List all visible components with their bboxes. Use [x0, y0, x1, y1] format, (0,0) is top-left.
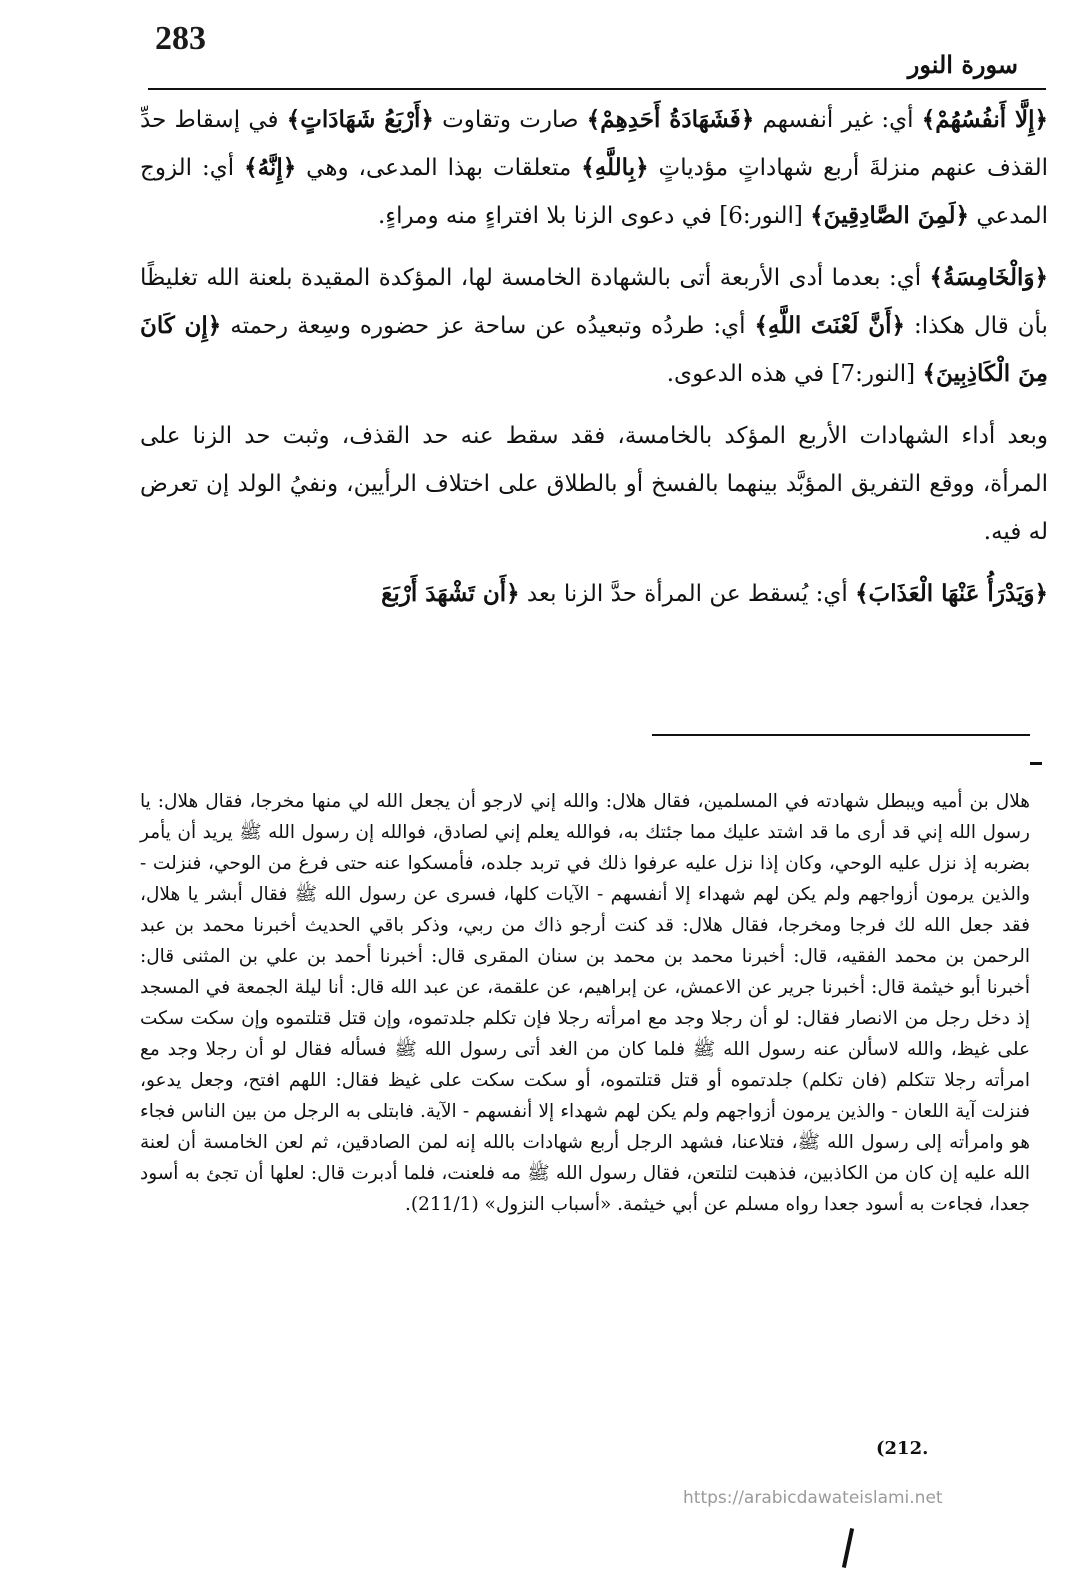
surah-title: سورة النور [907, 50, 1018, 79]
quran-quote: ﴿أَن تَشْهَدَ أَرْبَعَ [381, 580, 520, 607]
page-number: 283 [155, 20, 206, 57]
quran-quote: ﴿أَنَّ لَعْنَتَ اللَّهِ﴾ [754, 312, 905, 339]
paragraph-4 [140, 570, 1048, 618]
commentary-text: أي: الزوج المدعي [140, 155, 1048, 229]
paragraph-2 [140, 254, 1048, 398]
pen-stroke-mark [842, 1528, 854, 1568]
header-rule [148, 88, 1046, 90]
commentary-text: أي: غير أنفسهم [754, 107, 922, 133]
commentary-text: أي: يُسقط عن المرأة حدَّ الزنا بعد [519, 581, 856, 607]
footnote-separator [652, 734, 1030, 736]
commentary-text: [النور:7] في هذه الدعوى. [666, 361, 923, 387]
quran-quote: ﴿فَشَهَادَةُ أَحَدِهِمْ﴾ [586, 106, 755, 133]
footnote-number: (212. [876, 1438, 929, 1459]
commentary-text: صارت وتقاوت [433, 107, 587, 133]
commentary-text: متعلقات بهذا المدعى، وهي [296, 155, 582, 181]
commentary-text: أي: بعدما أدى الأربعة أتى بالشهادة الخامسة لها، المؤكدة المقيدة بلعنة الله تغليظًا بأن قال هكذا: [140, 265, 1048, 339]
quran-quote: ﴿أَرْبَعُ شَهَادَاتٍ﴾ [286, 106, 434, 133]
margin-dash-mark [1030, 762, 1042, 765]
quran-quote: ﴿إِنَّهُ﴾ [244, 154, 297, 181]
paragraph-3: وبعد أداء الشهادات الأربع المؤكد بالخامسة، فقد سقط عنه حد القذف، وثبت حد الزنا على المرأة، ووقع التفريق المؤبَّد بينهما بالفسخ أو بالطلاق على اختلاف الرأيين، ونفيُ الولد إن تعرض له فيه. [140, 423, 1048, 545]
quran-quote: ﴿لَمِنَ الصَّادِقِينَ﴾ [810, 202, 970, 229]
quran-quote: ﴿بِاللَّهِ﴾ [581, 154, 649, 181]
quran-quote: ﴿إِن كَانَ مِنَ الْكَاذِبِينَ﴾ [140, 312, 1048, 387]
quran-quote: ﴿إِلَّا أَنفُسُهُمْ﴾ [921, 106, 1049, 133]
paragraph-1 [140, 96, 1048, 240]
watermark-link[interactable]: https://arabicdawateislami.net [683, 1488, 943, 1508]
main-text [140, 96, 1048, 632]
commentary-text: أي: طردُه وتبعيدُه عن ساحة عز حضوره وسِعة رحمته [221, 313, 755, 339]
quran-quote: ﴿وَالْخَامِسَةُ﴾ [929, 264, 1048, 291]
footnote-text: هلال بن أميه ويبطل شهادته في المسلمين، فقال هلال: والله إني لارجو أن يجعل الله لي منها مخرجا، فقال هلال: يا رسول الله إني قد أرى ما قد اشتد عليك مما جئتك به، فوالله يعلم إني لصادق، فوالله إن رسول الله ﷺ يريد أن يأمر بضربه إذ نزل عليه الوحي، وكان إذا نزل عليه عرفوا ذلك في تربد جلده، فأمسكوا عنه حتى فرغ من الوحي، فنزلت - والذين يرمون أزواجهم ولم يكن لهم شهداء إلا أنفسهم - الآيات كلها، فسرى عن رسول الله ﷺ فقال أبشر يا هلال، فقد جعل الله لك فرجا ومخرجا، فقال هلال: قد كنت أرجو ذاك من ربي، وذكر باقي الحديث أخبرنا محمد بن عبد الرحمن بن محمد الفقيه، قال: أخبرنا محمد بن محمد بن سنان المقرى قال: أخبرنا أحمد بن علي بن المثنى قال: أخبرنا أبو خيثمة قال: أخبرنا جرير عن الاعمش، عن إبراهيم، عن علقمة، عن عبد الله قال: أنا ليلة الجمعة في المسجد إذ دخل رجل من الانصار فقال: لو أن رجلا وجد مع امرأته رجلا فإن تكلم جلدتموه، وإن قتل قتلتموه وإن سكت سكت على غيظ، والله لاسألن عنه رسول الله ﷺ فلما كان من الغد أتى رسول الله ﷺ فسأله فقال لو أن رجلا وجد مع امرأته رجلا تتكلم (فان تكلم) جلدتموه أو قتل قتلتموه، أو سكت سكت على غيظ فقال: اللهم افتح، وجعل يدعو، فنزلت آية اللعان - والذين يرمون أزواجهم ولم يكن لهم شهداء إلا أنفسهم - الآية. فابتلى به الرجل من بين الناس فجاء هو وامرأته إلى رسول الله ﷺ، فتلاعنا، فشهد الرجل أربع شهادات بالله إنه لمن الصادقين، ثم لعن الخامسة أن لعنة الله عليه إن كان من الكاذبين، فذهبت لتلتعن، فقال رسول الله ﷺ مه فلعنت، فلما أدبرت قال: لعلها أن تجئ به أسود جعدا، فجاءت به أسود جعدا رواه مسلم عن أبي خيثمة. «أسباب النزول» (211/1). [140, 791, 1030, 1215]
quran-quote: ﴿وَيَدْرَأُ عَنْهَا الْعَذَابَ﴾ [855, 580, 1048, 607]
commentary-text: في إسقاط حدِّ القذف عنهم منزلةَ أربع شهاداتٍ مؤدياتٍ [140, 107, 1048, 181]
commentary-text: [النور:6] في دعوى الزنا بلا افتراءٍ منه ومراءٍ. [377, 203, 811, 229]
